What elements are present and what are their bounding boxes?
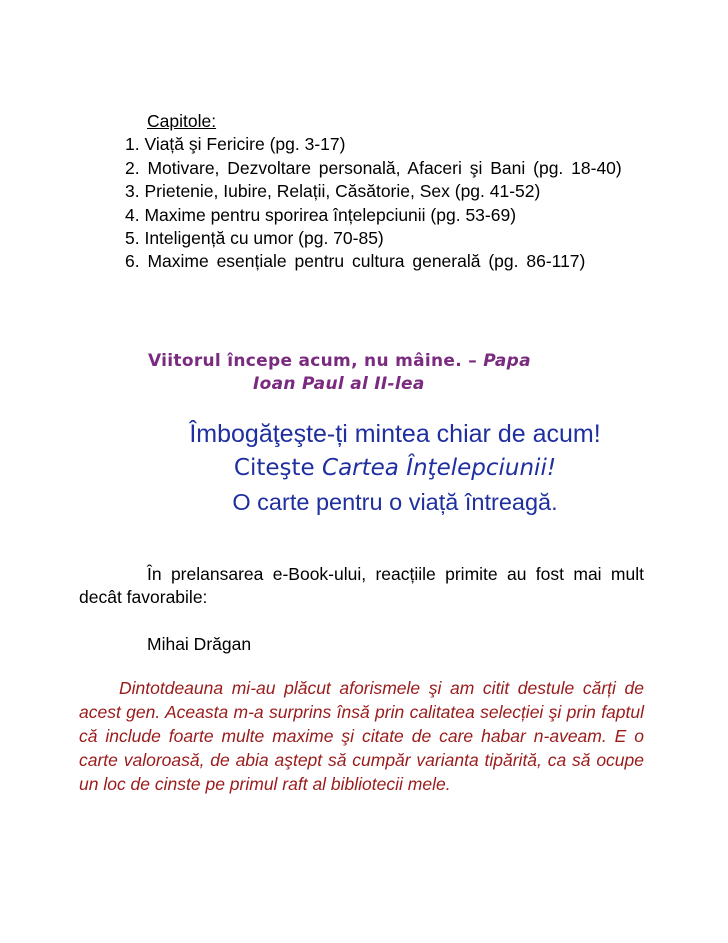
promo-read-prefix: Citeşte [233,455,315,481]
table-of-contents [79,110,644,274]
promo-headline: Îmbogăţeşte-ți mintea chiar de acum! [189,420,601,448]
quote-text: Viitorul începe acum, nu mâine. – [148,351,477,371]
toc-item: 3. Prietenie, Iubire, Relații, Căsătorie, Sex (pg. 41-52) [125,181,541,202]
pope-quote [148,350,628,396]
review-paragraph: Dintotdeauna mi-au plăcut aforismele şi am citit destule cărți de acest gen. Aceasta m-a surprins însă prin calitatea selecției şi prin faptul că include foarte multe maxime şi citate de care habar n-aveam. E o carte valoroasă, de abia aştept să cumpăr varianta tipărită, ca să ocupe un loc de cinste pe primul raft al bibliotecii mele. [79,678,644,794]
toc-item: 6. Maxime esențiale pentru cultura generală (pg. 86-117) [125,251,586,272]
quote-author-rest: Ioan Paul al II-lea [253,374,425,394]
toc-item: 1. Viață şi Fericire (pg. 3-17) [125,134,346,155]
promo-tagline: O carte pentru o viață întreagă. [232,489,558,515]
toc-heading: Capitole: [147,111,217,131]
promo-book-title: Cartea Înţelepciunii! [322,455,557,481]
reviewer-name: Mihai Drăgan [147,634,252,654]
toc-item: 4. Maxime pentru sporirea înțelepciunii (pg. 53-69) [125,204,517,225]
toc-item: 2. Motivare, Dezvoltare personală, Afaceri şi Bani (pg. 18-40) [125,157,622,178]
toc-item: 5. Inteligență cu umor (pg. 70-85) [125,228,384,249]
quote-author-first: Papa [483,351,531,371]
intro-paragraph: În prelansarea e-Book-ului, reacțiile primite au fost mai mult decât favorabile: [79,564,644,608]
promo-read-line [100,450,690,486]
book-promo [100,418,690,518]
